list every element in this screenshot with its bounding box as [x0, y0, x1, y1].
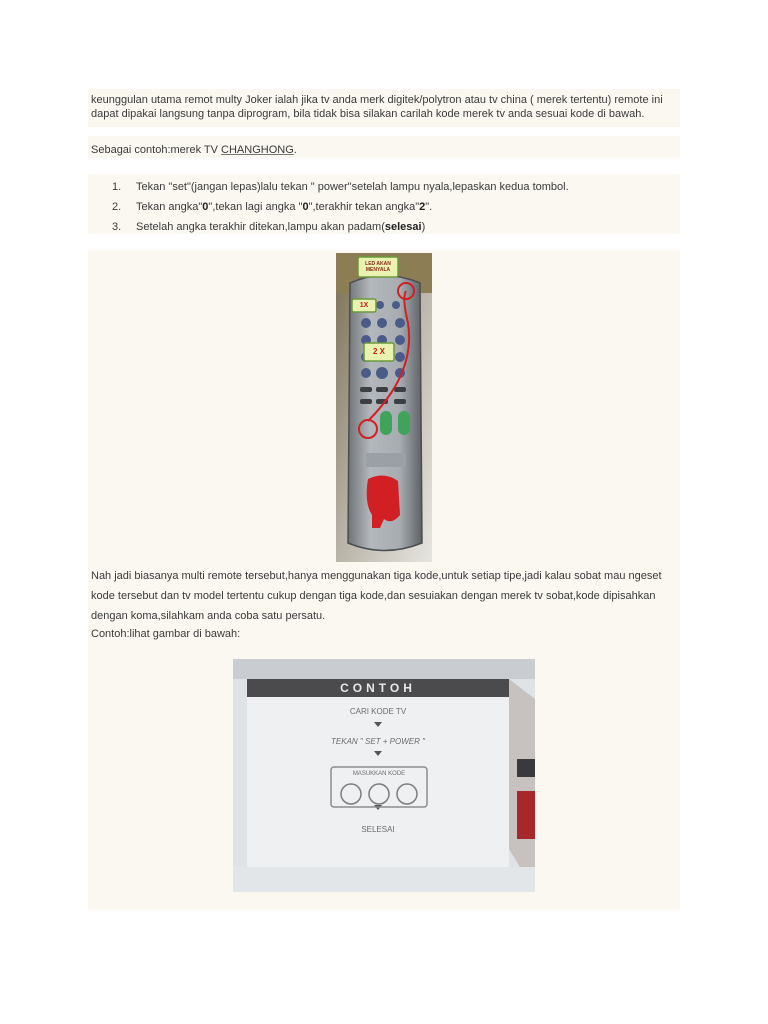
- step-3: [112, 219, 425, 235]
- contoh-step-4: SELESAI: [361, 825, 395, 834]
- step-text: Setelah angka terakhir ditekan,lampu akan padam(: [136, 221, 385, 233]
- step-text: ",tekan lagi angka ": [208, 201, 303, 213]
- contoh-photo: [233, 659, 535, 892]
- label-1x: 1X: [359, 302, 369, 309]
- step-bold: 2: [419, 201, 426, 213]
- step-bold: 0: [202, 201, 209, 213]
- label-2x: 2 X: [372, 347, 385, 356]
- step-bold: 0: [302, 201, 309, 213]
- remote-photo: [336, 253, 432, 562]
- para2-line-2: kode tersebut dan tv model tertentu cukup dengan tiga kode,dan sesuiakan dengan merek tv sobat,kode dipisahkan: [91, 590, 656, 602]
- step-text: ): [421, 221, 426, 233]
- para2-line-3: dengan koma,silahkam anda coba satu persatu.: [91, 610, 326, 622]
- contoh-header: CONTOH: [340, 681, 416, 695]
- intro-line-2: dapat dipakai langsung tanpa diprogram, bila tidak bisa silakan carilah kode merek tv anda sesuai kode di bawah.: [91, 108, 645, 120]
- step-1: [112, 179, 569, 195]
- para2-line-1: Nah jadi biasanya multi remote tersebut,hanya menggunakan tiga kode,untuk setiap tipe,jadi kalau sobat mau ngeset: [91, 570, 662, 582]
- para2-line-4: Contoh:lihat gambar di bawah:: [91, 628, 241, 640]
- contoh-step-1: CARI KODE TV: [349, 707, 407, 716]
- step-text: Tekan angka": [136, 201, 203, 213]
- step-bold: selesai: [384, 221, 422, 233]
- step-text: ".: [425, 201, 433, 213]
- step-number: 1.: [112, 181, 122, 193]
- contoh-step-3: MASUKKAN KODE: [352, 771, 406, 777]
- example-suffix: .: [293, 144, 297, 156]
- step-number: 3.: [112, 221, 122, 233]
- step-number: 2.: [112, 201, 122, 213]
- label-led: LED AKAN MENYALA: [365, 261, 391, 273]
- step-text: ",terakhir tekan angka": [308, 201, 420, 213]
- step-2: [112, 199, 432, 215]
- step-text: Tekan "set"(jangan lepas)lalu tekan " power"setelah lampu nyala,lepaskan kedua tombol.: [136, 181, 569, 193]
- example-prefix: Sebagai contoh:merek TV: [91, 144, 222, 156]
- example-text: [91, 142, 297, 158]
- contoh-step-2: TEKAN " SET + POWER ": [331, 737, 425, 746]
- brand-link[interactable]: CHANGHONG: [221, 144, 294, 156]
- intro-line-1: keunggulan utama remot multy Joker ialah jika tv anda merk digitek/polytron atau tv china ( merek tertentu) remote ini: [91, 94, 663, 106]
- remote-photo-graphic: [336, 253, 432, 562]
